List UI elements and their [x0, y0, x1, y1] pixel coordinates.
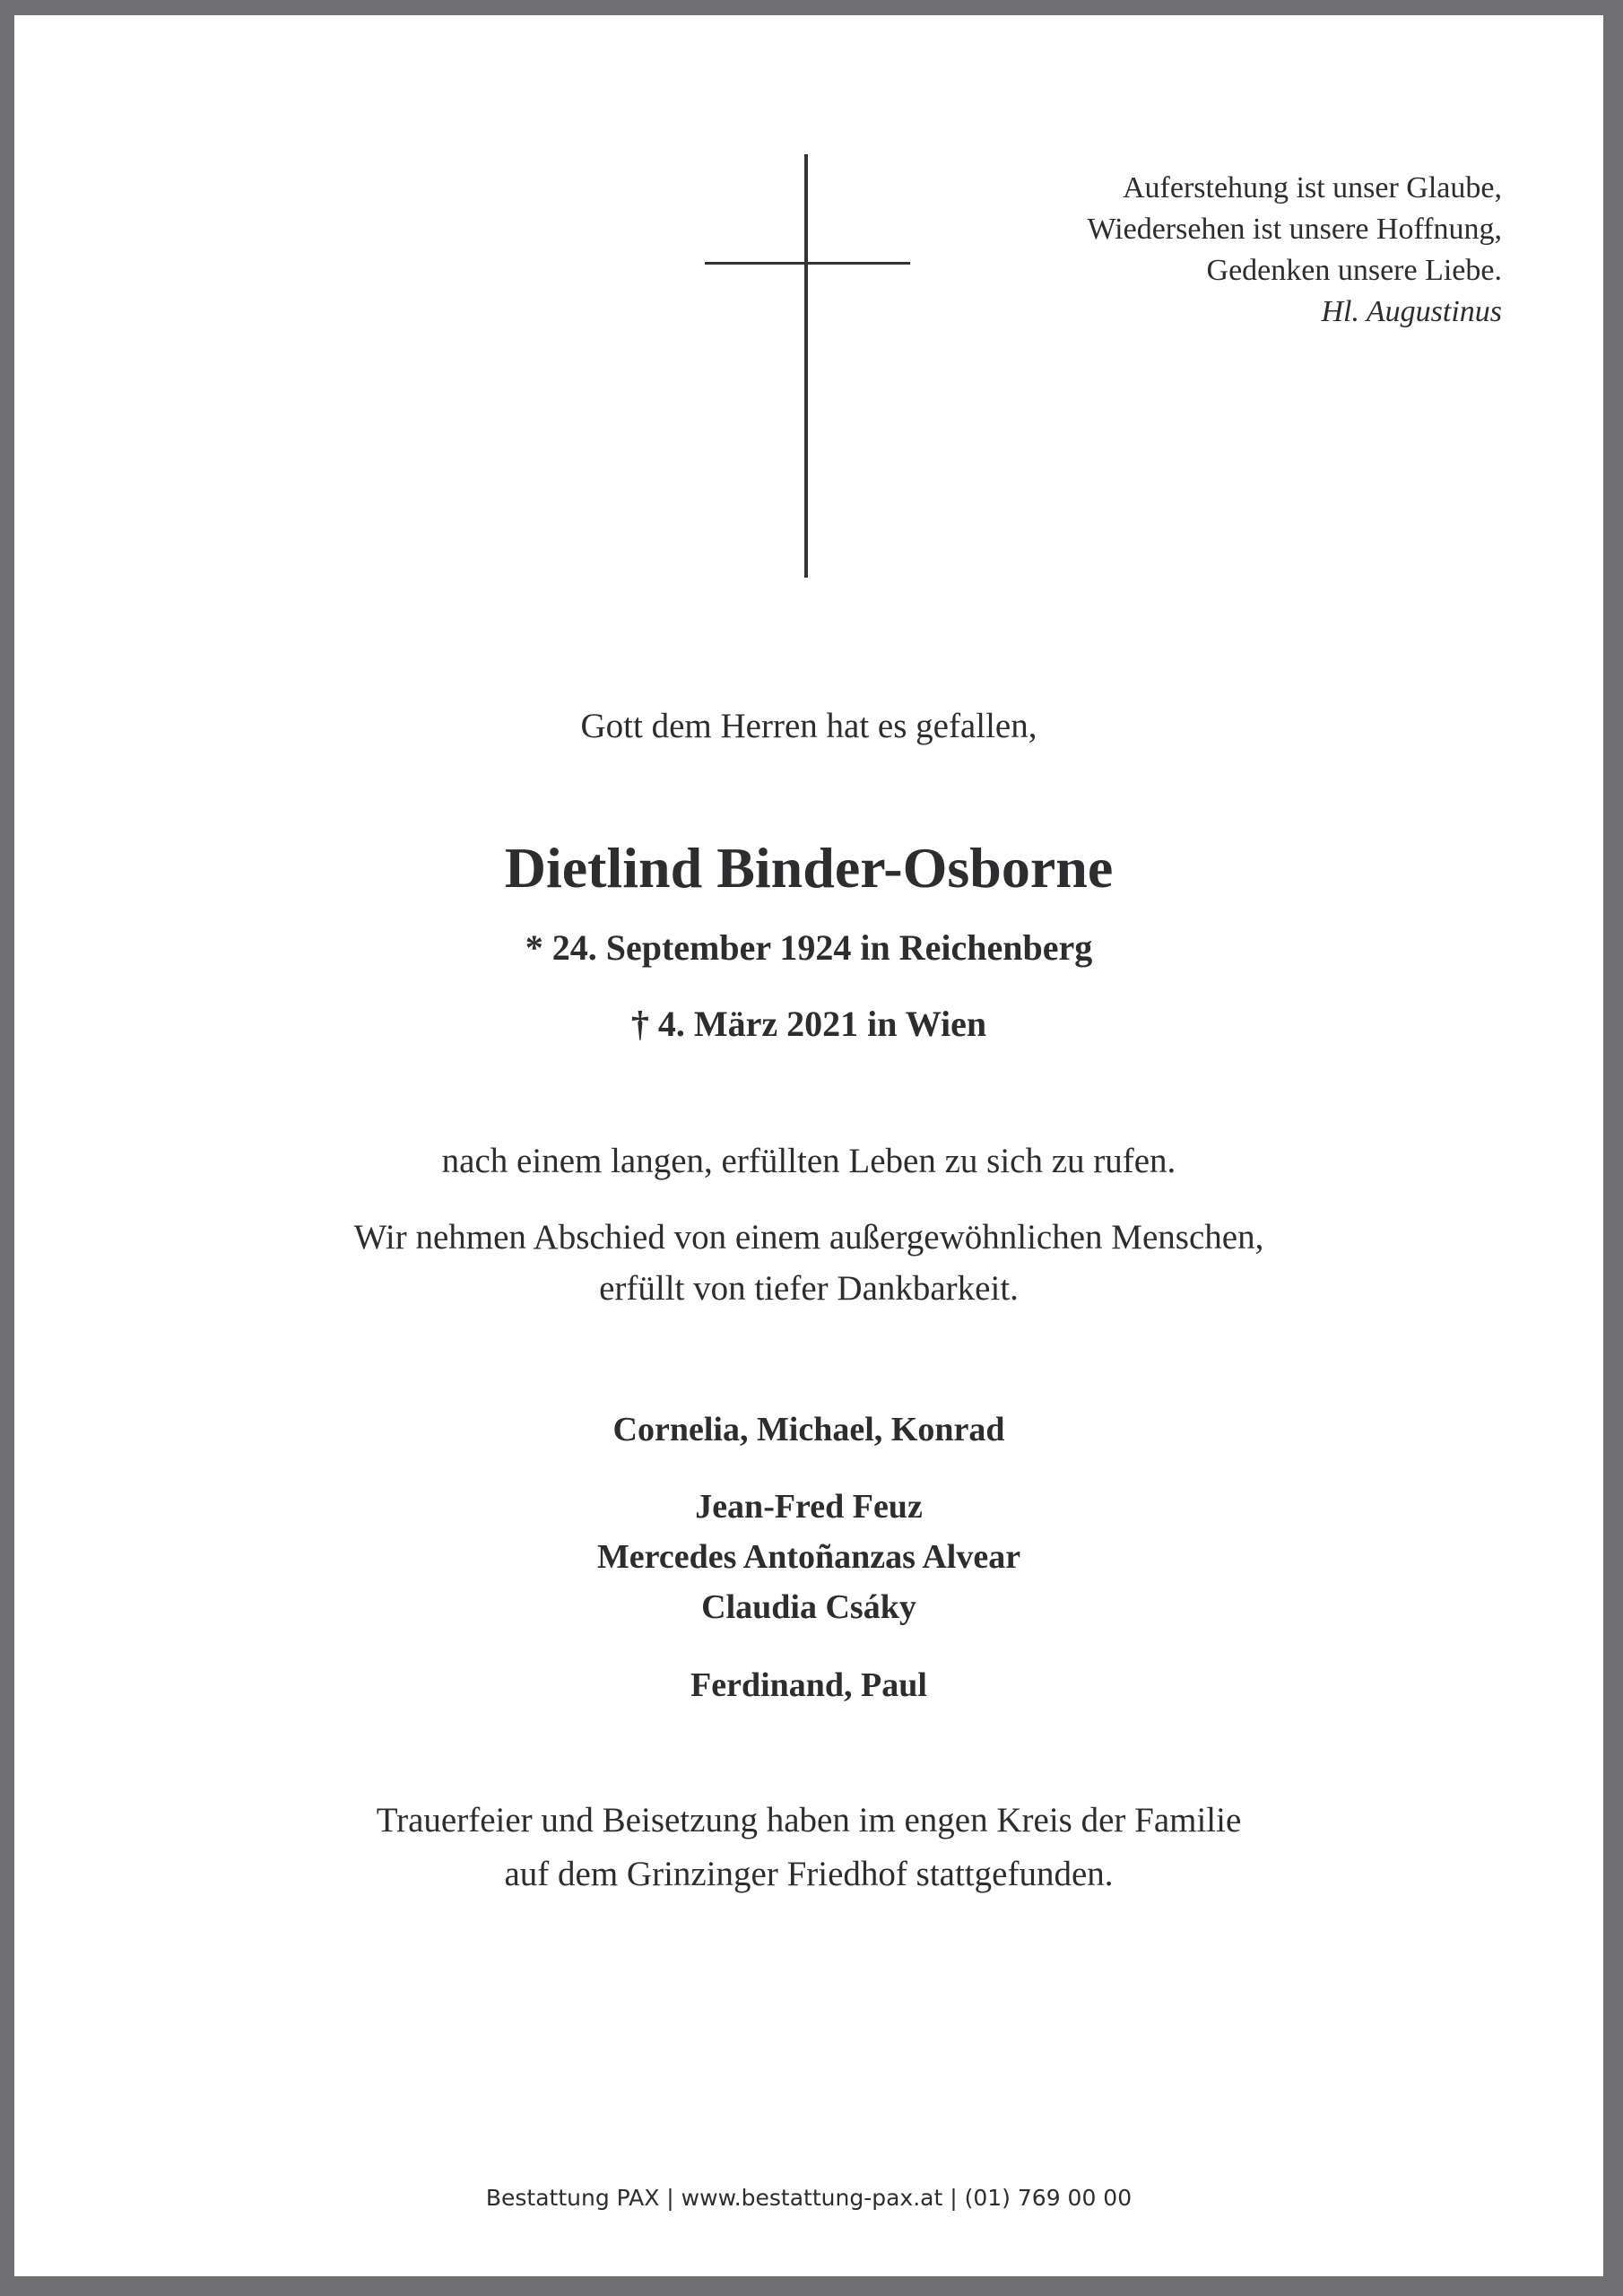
- cross-icon-horizontal-beam: [705, 262, 910, 265]
- message-line: erfüllt von tiefer Dankbarkeit.: [599, 1269, 1019, 1308]
- quote-line: Wiedersehen ist unsere Hoffnung,: [1087, 213, 1502, 246]
- birth-date: * 24. September 1924 in Reichenberg: [525, 927, 1093, 968]
- mourner-name: Jean-Fred Feuz: [695, 1488, 923, 1526]
- quote-author: Hl. Augustinus: [1321, 295, 1502, 328]
- message-line: Wir nehmen Abschied von einem außergewöhnlichen Menschen,: [353, 1218, 1264, 1257]
- ceremony-line: Trauerfeier und Beisetzung haben im engen Kreis der Familie: [376, 1801, 1242, 1839]
- intro-text: Gott dem Herren hat es gefallen,: [580, 707, 1037, 745]
- mourner-name: Claudia Csáky: [701, 1588, 916, 1626]
- death-date: † 4. März 2021 in Wien: [630, 1004, 987, 1044]
- quote-line: Gedenken unsere Liebe.: [1206, 254, 1502, 287]
- deceased-name: Dietlind Binder-Osborne: [504, 836, 1114, 900]
- footer-contact: Bestattung PAX | www.bestattung-pax.at | (01) 769 00 00: [485, 2185, 1133, 2211]
- message-line: nach einem langen, erfüllten Leben zu sich zu rufen.: [441, 1142, 1176, 1180]
- quote-line: Auferstehung ist unser Glaube,: [1122, 171, 1502, 204]
- ceremony-line: auf dem Grinzinger Friedhof stattgefunden.: [504, 1855, 1114, 1893]
- cross-icon-vertical-beam: [804, 154, 808, 578]
- mourners-group-3: Ferdinand, Paul: [690, 1666, 927, 1704]
- mourners-group-1: Cornelia, Michael, Konrad: [612, 1411, 1005, 1448]
- quote-block: [1087, 168, 1502, 333]
- mourner-name: Mercedes Antoñanzas Alvear: [596, 1538, 1021, 1576]
